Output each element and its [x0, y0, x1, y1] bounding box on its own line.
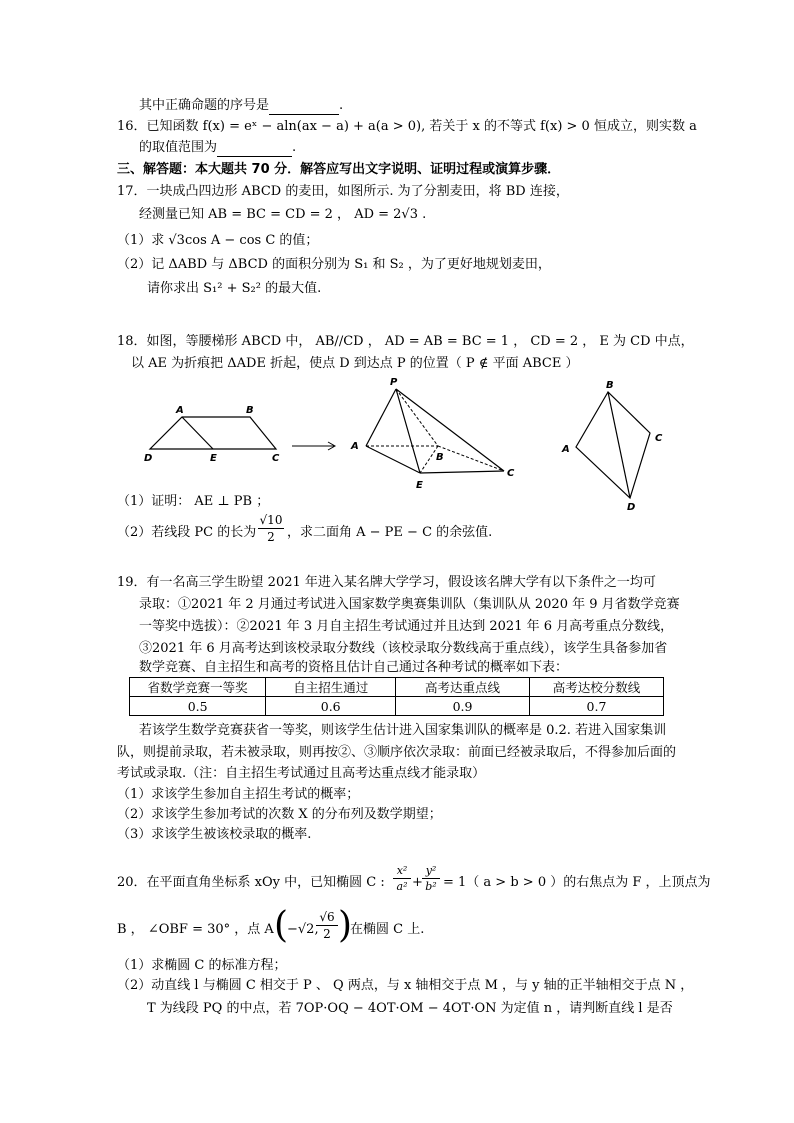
table-cell: 0.9	[396, 697, 530, 716]
denominator: 2	[323, 927, 331, 941]
label-c: C	[507, 468, 515, 479]
label-b: B	[246, 405, 254, 416]
numerator: √6	[316, 909, 338, 926]
q18-part-1: （1）证明： AE ⊥ PB ；	[117, 494, 270, 509]
q18-line-1: 18．如图，等腰梯形 ABCD 中， AB//CD ， AD = AB = BC = 1 ， CD = 2 ， E 为 CD 中点，	[117, 334, 694, 349]
fraction-sqrt10-over-2	[258, 512, 284, 545]
q20-part-2: （2）动直线 l 与椭圆 C 相交于 P 、 Q 两点，与 x 轴相交于点 M ，与 y 轴的正半轴相交于点 N ，	[117, 978, 694, 993]
q18-line-2: 以 AE 为折痕把 ΔADE 折起，使点 D 到达点 P 的位置（ P ∉ 平面 ABCE ）	[131, 356, 579, 371]
table-header: 自主招生通过	[266, 678, 396, 697]
plus-sign: +	[412, 875, 423, 890]
label-e: E	[210, 453, 217, 464]
coord-x: −√2,	[287, 922, 319, 937]
text: 其中正确命题的序号是	[139, 98, 270, 113]
table-cell: 0.5	[130, 697, 266, 716]
pyramid-figure	[346, 375, 521, 493]
label-b: B	[436, 452, 444, 463]
q20-part-2-cont: T 为线段 PQ 的中点，若 7OP·OQ − 4OT·OM − 4OT·ON 为定值 n ，请判断直线 l 是否	[147, 1001, 673, 1016]
text: .	[339, 98, 344, 113]
q20-line-1b: = 1（ a > b > 0 ）的右焦点为 F ，上顶点为	[443, 875, 711, 890]
table-header: 高考达重点线	[396, 678, 530, 697]
label-p: P	[390, 377, 398, 388]
fraction-x2-a2	[393, 863, 411, 894]
q19-line-4: ③2021 年 6 月高考达到该校录取分数线（该校录取分数线高于重点线），该学生具备参加省	[139, 641, 668, 656]
text: （2）若线段 PC 的长为	[117, 525, 257, 540]
arrow-icon	[290, 440, 340, 452]
denominator: a²	[396, 880, 408, 893]
q19-line-3: 一等奖中选拔）：②2021 年 3 月自主招生考试通过并且达到 2021 年 6 月高考重点分数线，	[139, 619, 674, 634]
label-d: D	[144, 453, 153, 464]
numerator: √10	[259, 513, 283, 527]
q19-line-8: 考试或录取.（注：自主招生考试通过且高考达重点线才能录取）	[117, 766, 486, 781]
paren-left: (	[274, 905, 289, 946]
trapezoid-figure	[138, 396, 298, 468]
q20-line-2b: 在椭圆 C 上.	[350, 922, 425, 937]
q19-line-1: 19．有一名高三学生盼望 2021 年进入某名牌大学学习，假设该名牌大学有以下条件之一均可	[117, 575, 656, 590]
q19-part-1: （1）求该学生参加自主招生考试的概率；	[117, 787, 360, 802]
q19-line-6: 若该学生数学竞赛获省一等奖，则该学生估计进入国家集训队的概率是 0.2. 若进入国家集训	[139, 723, 667, 738]
q18-part-2-cont: ，求二面角 A − PE − C 的余弦值.	[287, 525, 493, 540]
q20-line-1a: 20．在平面直角坐标系 xOy 中，已知椭圆 C :	[117, 875, 385, 890]
label-a: A	[351, 441, 359, 452]
fraction-sqrt6-over-2	[316, 909, 338, 942]
quadrilateral-figure	[556, 377, 666, 515]
text: .	[292, 140, 297, 155]
denominator: 2	[267, 530, 275, 544]
label-c: C	[272, 453, 280, 464]
q20-part-1: （1）求椭圆 C 的标准方程；	[117, 958, 287, 973]
fraction-y2-b2	[422, 863, 440, 894]
denominator: b²	[425, 880, 437, 893]
line-q15-answer	[139, 97, 343, 115]
q18-part-2	[117, 524, 256, 542]
q16-line-2	[139, 139, 296, 157]
table-row	[130, 678, 664, 697]
q19-line-7: 队，则提前录取，若未被录取，则再按②、③顺序依次录取：前面已经被录取后，不得参加后面的	[117, 745, 677, 760]
answer-blank	[217, 142, 292, 157]
q16-line-1: 16．已知函数 f(x) = eˣ − aln(ax − a) + a(a > 0), 若关于 x 的不等式 f(x) > 0 恒成立，则实数 a	[117, 119, 697, 134]
q17-line-1: 17．一块成凸四边形 ABCD 的麦田，如图所示. 为了分割麦田，将 BD 连接，	[117, 184, 569, 199]
text: 的取值范围为	[139, 140, 218, 155]
table-cell: 0.6	[266, 697, 396, 716]
label-d: D	[627, 502, 636, 513]
label-c: C	[655, 433, 663, 444]
q17-line-2: 经测量已知 AB = BC = CD = 2 ， AD = 2√3 .	[139, 207, 427, 222]
label-e: E	[416, 480, 423, 491]
table-row	[130, 697, 664, 716]
table-header: 高考达校分数线	[529, 678, 663, 697]
probability-table	[129, 677, 664, 716]
label-a: A	[176, 405, 184, 416]
numerator: x²	[393, 863, 411, 879]
q20-line-2a: B ， ∠OBF = 30° ，点 A	[117, 922, 274, 937]
numerator: y²	[422, 863, 440, 879]
q17-part-2: （2）记 ΔABD 与 ΔBCD 的面积分别为 S₁ 和 S₂ ，为了更好地规划麦田，	[117, 257, 551, 272]
q19-line-5: 数学竞赛、自主招生和高考的资格且估计自己通过各种考试的概率如下表：	[139, 660, 569, 675]
q19-line-2: 录取：①2021 年 2 月通过考试进入国家数学奥赛集训队（集训队从 2020 年 9 月省数学竞赛	[139, 597, 680, 612]
q19-part-3: （3）求该学生被该校录取的概率.	[117, 827, 312, 842]
answer-blank	[269, 100, 339, 115]
label-a: A	[562, 444, 570, 455]
q19-part-2: （2）求该学生参加考试的次数 X 的分布列及数学期望；	[117, 807, 442, 822]
label-b: B	[606, 380, 614, 391]
q17-part-2-cont: 请你求出 S₁² + S₂² 的最大值.	[147, 281, 322, 296]
q17-part-1: （1）求 √3cos A − cos C 的值；	[117, 233, 319, 248]
table-header: 省数学竞赛一等奖	[130, 678, 266, 697]
section-3-heading: 三、解答题：本大题共 70 分．解答应写出文字说明、证明过程或演算步骤．	[117, 162, 561, 177]
paren-right: )	[338, 905, 353, 946]
table-cell: 0.7	[529, 697, 663, 716]
